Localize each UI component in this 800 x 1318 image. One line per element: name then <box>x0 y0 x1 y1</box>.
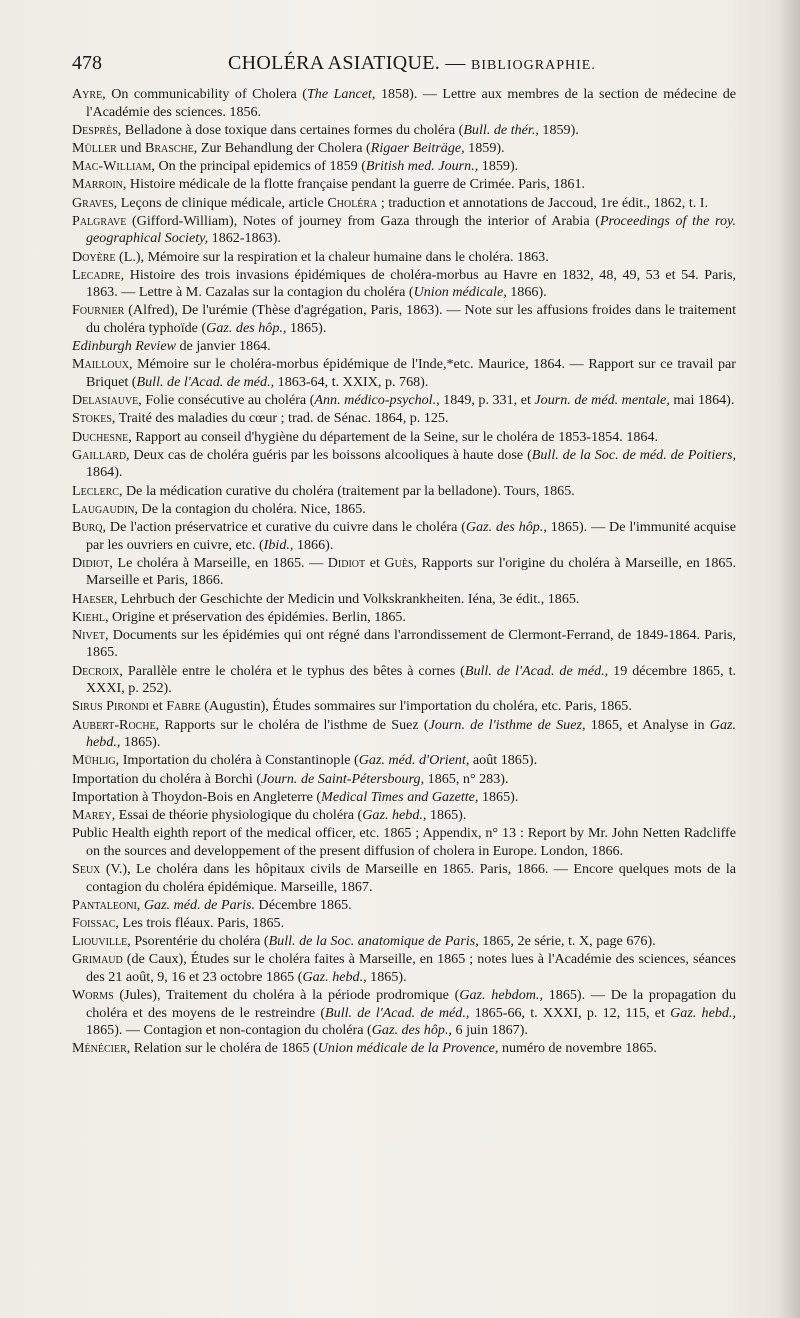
bibliography-entry <box>72 447 736 482</box>
entry-text: On the principal epidemics of 1859 ( <box>154 158 366 175</box>
entry-text: Importation à Thoydon-Bois en Angleterre ( <box>72 788 322 805</box>
page-edge-shadow <box>778 0 800 1318</box>
entry-text: Traité des maladies du cœur ; trad. de Sénac. 1864, p. 125. <box>115 410 449 427</box>
entry-text: 1865). — De l'immunité acquise par les ouvriers en cuivre, etc. ( <box>86 518 736 553</box>
bibliography-entry <box>72 861 736 896</box>
entry-text: (de Caux), Études sur le choléra faites à Marseille, en 1865 ; notes lues à l'Académie des sciences, séances des 21 août, 9, 16 et 23 octobre 1865 ( <box>86 951 736 985</box>
entry-author: Marroin, <box>72 176 127 193</box>
entry-source: Bull. de la Soc. de méd. de Poitiers, <box>531 446 736 463</box>
entry-text: De la contagion du choléra. Nice, 1865. <box>138 500 366 517</box>
entry-text: (Jules), Traitement du choléra à la période prodromique ( <box>113 987 460 1004</box>
entry-text: Belladone à dose toxique dans certaines formes du choléra ( <box>121 121 464 138</box>
entry-author: Liouville, <box>72 933 131 950</box>
entry-text: Histoire des trois invasions épidémiques de choléra-morbus au Havre en 1832, 48, 49, 53 et 54. Paris, 1863. — Lettre à M. Cazalas sur la contagion du choléra ( <box>86 266 736 301</box>
bibliography-entry <box>72 122 736 140</box>
entry-text: (V.), Le choléra dans les hôpitaux civils de Marseille en 1865. Paris, 1866. — Encore quelques mots de la contagion du choléra épidémique. Marseille, 1867. <box>86 860 736 895</box>
entry-source: Gaz. des hôp., <box>465 518 547 535</box>
bibliography-entry <box>72 176 736 194</box>
entry-source: Bull. de la Soc. anatomique de Paris, <box>268 933 479 950</box>
bibliography-entry <box>72 609 736 627</box>
entry-text: Relation sur le choléra de 1865 ( <box>130 1040 318 1057</box>
entry-source: Gaz. méd. d'Orient, <box>358 752 470 769</box>
bibliography-entry <box>72 249 736 267</box>
entry-text: 1865, n° 283). <box>424 770 509 787</box>
entry-source: Bull. de l'Acad. de méd., <box>464 662 609 679</box>
entry-text: 1859). <box>478 158 519 175</box>
entry-source: Bull. de l'Acad. de méd., <box>325 1004 470 1021</box>
entry-text: Importation du choléra à Borchi ( <box>72 770 262 787</box>
entry-author: Burq, <box>72 518 107 535</box>
entry-author: Sirus Pirondi <box>72 698 149 715</box>
entry-source: Journ. de l'isthme de Suez, <box>428 716 586 733</box>
entry-text: numéro de novembre 1865. <box>498 1040 657 1057</box>
entry-author: Lecadre, <box>72 266 125 283</box>
bibliography-entry <box>72 1040 736 1058</box>
running-title-dash: — <box>440 52 471 74</box>
entry-source: Ibid., <box>263 536 294 553</box>
entry-text: Lehrbuch der Geschichte der Medicin und Volkskrankheiten. Iéna, 3e édit., 1865. <box>117 590 580 607</box>
entry-text: 1849, p. 331, et <box>439 392 535 409</box>
bibliography-entry <box>72 771 736 789</box>
entry-author: Choléra <box>327 194 378 211</box>
bibliography-entry <box>72 195 736 213</box>
entry-text: Documents sur les épidémies qui ont régné dans l'arrondissement de Clermont-Ferrand, de 1849-1864. Paris, 1865. <box>86 626 736 661</box>
entry-author: Delasiauve, <box>72 392 142 409</box>
bibliography-entry <box>72 663 736 698</box>
entry-text: 1866). <box>293 536 334 553</box>
entry-text: 1865). <box>478 788 519 805</box>
bibliography-entry <box>72 501 736 519</box>
entry-text: Rapport au conseil d'hygiène du département de la Seine, sur le choléra de 1853-1854. 1864. <box>131 428 659 445</box>
entry-author: Pantaleoni, <box>72 896 141 913</box>
entry-text: et <box>148 698 167 715</box>
entry-source: Journ. de méd. mentale, <box>534 392 670 409</box>
bibliography-entry <box>72 519 736 554</box>
bibliography-entry <box>72 987 736 1040</box>
entry-text: Public Health eighth report of the medical officer, etc. 1865 ; Appendix, n° 13 : Report by Mr. John Netten Radcliffe on the sources and developpement of the present diffusion of cholera in Europe. London, 1866. <box>72 825 736 859</box>
entry-text: On communicability of Cholera ( <box>105 86 307 102</box>
entry-text: 1866). <box>506 284 547 301</box>
entry-author: Fournier <box>72 302 125 319</box>
bibliography-entry <box>72 555 736 590</box>
entry-author: Worms <box>72 987 114 1004</box>
entry-text: 1862-1863). <box>208 230 281 247</box>
bibliography-entry <box>72 410 736 428</box>
bibliography-entry <box>72 591 736 609</box>
bibliography-entry <box>72 392 736 410</box>
entry-text: De la médication curative du choléra (traitement par la belladone). Tours, 1865. <box>122 482 575 499</box>
entry-source: Rigaer Beiträge, <box>370 139 465 156</box>
entry-source: Bull. de l'Acad. de méd., <box>136 374 275 391</box>
entry-text: 1859). <box>464 139 505 156</box>
entry-text: Rapports sur l'origine du choléra à Marseille, en 1865. Marseille et Paris, 1866. <box>86 554 737 589</box>
entry-text: 1864). <box>86 464 123 481</box>
entry-author: Guès, <box>384 554 418 571</box>
entry-journal: Edinburgh Review <box>72 338 176 355</box>
bibliography-entry <box>72 483 736 501</box>
entry-text: Psorentérie du choléra ( <box>130 933 269 950</box>
entry-text: ; traduction et annotations de Jaccoud, 1re édit., 1862, t. I. <box>377 194 709 211</box>
entry-text: Parallèle entre le choléra et le typhus des bêtes à cornes ( <box>122 662 465 679</box>
entry-text: 1865). <box>120 734 161 751</box>
entry-source: Gaz. des hôp., <box>371 1022 452 1039</box>
entry-text: 1865). — De la propagation du choléra et des moyens de le restreindre ( <box>86 987 736 1021</box>
entry-text: 1865-66, t. XXXI, p. 12, 115, et <box>469 1004 671 1021</box>
bibliography-entry <box>72 698 736 716</box>
entry-author: Kiehl, <box>72 608 109 625</box>
entry-text: De l'action préservatrice et curative du cuivre dans le choléra ( <box>106 518 466 535</box>
entry-text: août 1865). <box>469 752 538 769</box>
entry-text: et <box>365 554 385 571</box>
entry-text: 1865, 2e série, t. X, page 676). <box>478 933 656 950</box>
entry-author: Mühlig, <box>72 752 120 769</box>
entry-author: Mailloux, <box>72 356 133 373</box>
entry-text: Essai de théorie physiologique du choléra ( <box>115 806 363 823</box>
entry-author: Duchesne, <box>72 428 132 445</box>
entry-source: The Lancet, <box>306 86 376 102</box>
entry-author: Palgrave <box>72 212 127 229</box>
entry-author: Stokes, <box>72 410 116 427</box>
entry-author: Foissac, <box>72 914 119 931</box>
bibliography-entry <box>72 302 736 337</box>
entry-text: Zur Behandlung der Cholera ( <box>197 139 371 156</box>
entry-text: 19 décembre 1865, t. XXXI, p. 252). <box>86 662 737 697</box>
entry-source: Gaz. hebdom., <box>459 987 543 1004</box>
entry-text: Histoire médicale de la flotte française pendant la guerre de Crimée. Paris, 1861. <box>126 176 586 193</box>
running-title-main: CHOLÉRA ASIATIQUE. <box>228 52 441 74</box>
bibliography-entry <box>72 86 736 121</box>
page-number: 478 <box>72 52 102 74</box>
entry-text: mai 1864). <box>669 392 735 409</box>
bibliography-entry <box>72 429 736 447</box>
entry-author: Leclerc, <box>72 482 123 499</box>
entry-author: Graves, <box>72 194 118 211</box>
bibliography-entry <box>72 627 736 662</box>
entry-author: Nivet, <box>72 626 109 643</box>
entry-text: (Augustin), Études sommaires sur l'importation du choléra, etc. Paris, 1865. <box>200 698 632 715</box>
entry-text: 1865). <box>366 968 407 985</box>
entry-author: Didiot, <box>72 554 113 571</box>
entry-source: Ann. médico-psychol., <box>314 392 440 409</box>
entry-author: Brasche, <box>144 139 198 156</box>
entry-text: (L.), Mémoire sur la respiration et la chaleur humaine dans le choléra. 1863. <box>115 248 549 265</box>
entry-source: Journ. de Saint-Pétersbourg, <box>261 770 425 787</box>
entry-author: Ménécier, <box>72 1040 131 1057</box>
entry-text: Leçons de clinique médicale, article <box>117 194 328 211</box>
entry-text: 6 juin 1867). <box>452 1022 528 1039</box>
bibliography-entry <box>72 825 736 860</box>
entry-text: Les trois fléaux. Paris, 1865. <box>118 914 285 931</box>
bibliography-entry <box>72 752 736 770</box>
bibliography-entry <box>72 267 736 302</box>
entry-author: Doyère <box>72 248 116 265</box>
entry-source: Gaz. hebd., <box>362 806 427 823</box>
bibliography-entry <box>72 897 736 915</box>
entry-author: Laugaudin, <box>72 500 139 517</box>
bibliography-entry <box>72 717 736 752</box>
entry-author: Gaillard, <box>72 446 130 463</box>
running-header <box>72 52 740 80</box>
bibliography-entry <box>72 140 736 158</box>
entry-text: 1865, et Analyse in <box>585 716 710 733</box>
entry-author: Haeser, <box>72 590 118 607</box>
entry-text: und <box>116 139 145 156</box>
entry-text: Rapports sur le choléra de l'isthme de Suez ( <box>159 716 429 733</box>
entry-text: de janvier 1864. <box>175 338 271 355</box>
entry-source: Gaz. méd. de Paris. <box>140 896 256 913</box>
entry-text: 1865). <box>286 320 327 337</box>
entry-text: 1859). <box>538 121 579 138</box>
entry-author: Fabre <box>166 698 201 715</box>
entry-source: Union médicale de la Provence, <box>317 1040 499 1057</box>
bibliography-entry <box>72 338 736 356</box>
entry-text: Importation du choléra à Constantinople ( <box>119 752 359 769</box>
bibliography-entry <box>72 356 736 391</box>
entry-text: Décembre 1865. <box>255 896 352 913</box>
entry-text: 1858). — Lettre aux membres de la section de médecine de l'Académie des sciences. 1856. <box>86 86 736 120</box>
entry-source: Gaz. des hôp., <box>206 320 287 337</box>
entry-author: Müller <box>72 139 117 156</box>
entry-author: Grimaud <box>72 951 123 968</box>
entry-author: Seux <box>72 860 101 877</box>
entry-author: Aubert-Roche, <box>72 716 160 733</box>
entry-source: Gaz. hebd., <box>302 968 367 985</box>
bibliography-list <box>72 86 736 1059</box>
entry-author: Mac-William, <box>72 158 155 175</box>
bibliography-entry <box>72 951 736 986</box>
entry-text: Deux cas de choléra guéris par les boissons alcooliques à haute dose ( <box>129 446 532 463</box>
entry-source: Proceedings of the roy. geographical Society, <box>86 212 737 247</box>
entry-text: Mémoire sur le choléra-morbus épidémique de l'Inde,*etc. Maurice, 1864. — Rapport sur ce travail par Briquet ( <box>86 356 736 391</box>
entry-author: Desprès, <box>72 121 122 138</box>
entry-source: British med. Journ., <box>365 158 479 175</box>
entry-source: Gaz. hebd., <box>670 1004 736 1021</box>
entry-author: Marey, <box>72 806 116 823</box>
entry-author: Didiot <box>327 554 366 571</box>
entry-source: Medical Times and Gazette, <box>321 788 479 805</box>
entry-text: (Gifford-William), Notes of journey from Gaza through the interior of Arabia ( <box>126 212 600 229</box>
entry-text: 1865). — Contagion et non-contagion du choléra ( <box>86 1022 372 1039</box>
entry-text: 1863-64, t. XXIX, p. 768). <box>274 374 429 391</box>
bibliography-entry <box>72 213 736 248</box>
bibliography-entry <box>72 915 736 933</box>
running-title-subtitle: BIBLIOGRAPHIE. <box>470 58 596 73</box>
running-title <box>228 52 596 75</box>
entry-author: Decroix, <box>72 662 123 679</box>
entry-source: Bull. de thér., <box>463 121 539 138</box>
bibliography-entry <box>72 807 736 825</box>
entry-text: Origine et préservation des épidémies. Berlin, 1865. <box>108 608 406 625</box>
entry-text: 1865). <box>426 806 467 823</box>
bibliography-entry <box>72 933 736 951</box>
entry-text: Folie consécutive au choléra ( <box>141 392 315 409</box>
bibliography-entry <box>72 789 736 807</box>
entry-source: Union médicale, <box>413 284 507 301</box>
entry-text: (Alfred), De l'urémie (Thèse d'agrégation, Paris, 1863). — Note sur les affusions froides dans le traitement du choléra typhoïde ( <box>86 302 736 337</box>
bibliography-entry <box>72 158 736 176</box>
entry-author: Ayre, <box>72 86 106 102</box>
entry-text: Le choléra à Marseille, en 1865. — <box>112 554 328 571</box>
entry-source: Gaz. hebd., <box>86 716 737 751</box>
